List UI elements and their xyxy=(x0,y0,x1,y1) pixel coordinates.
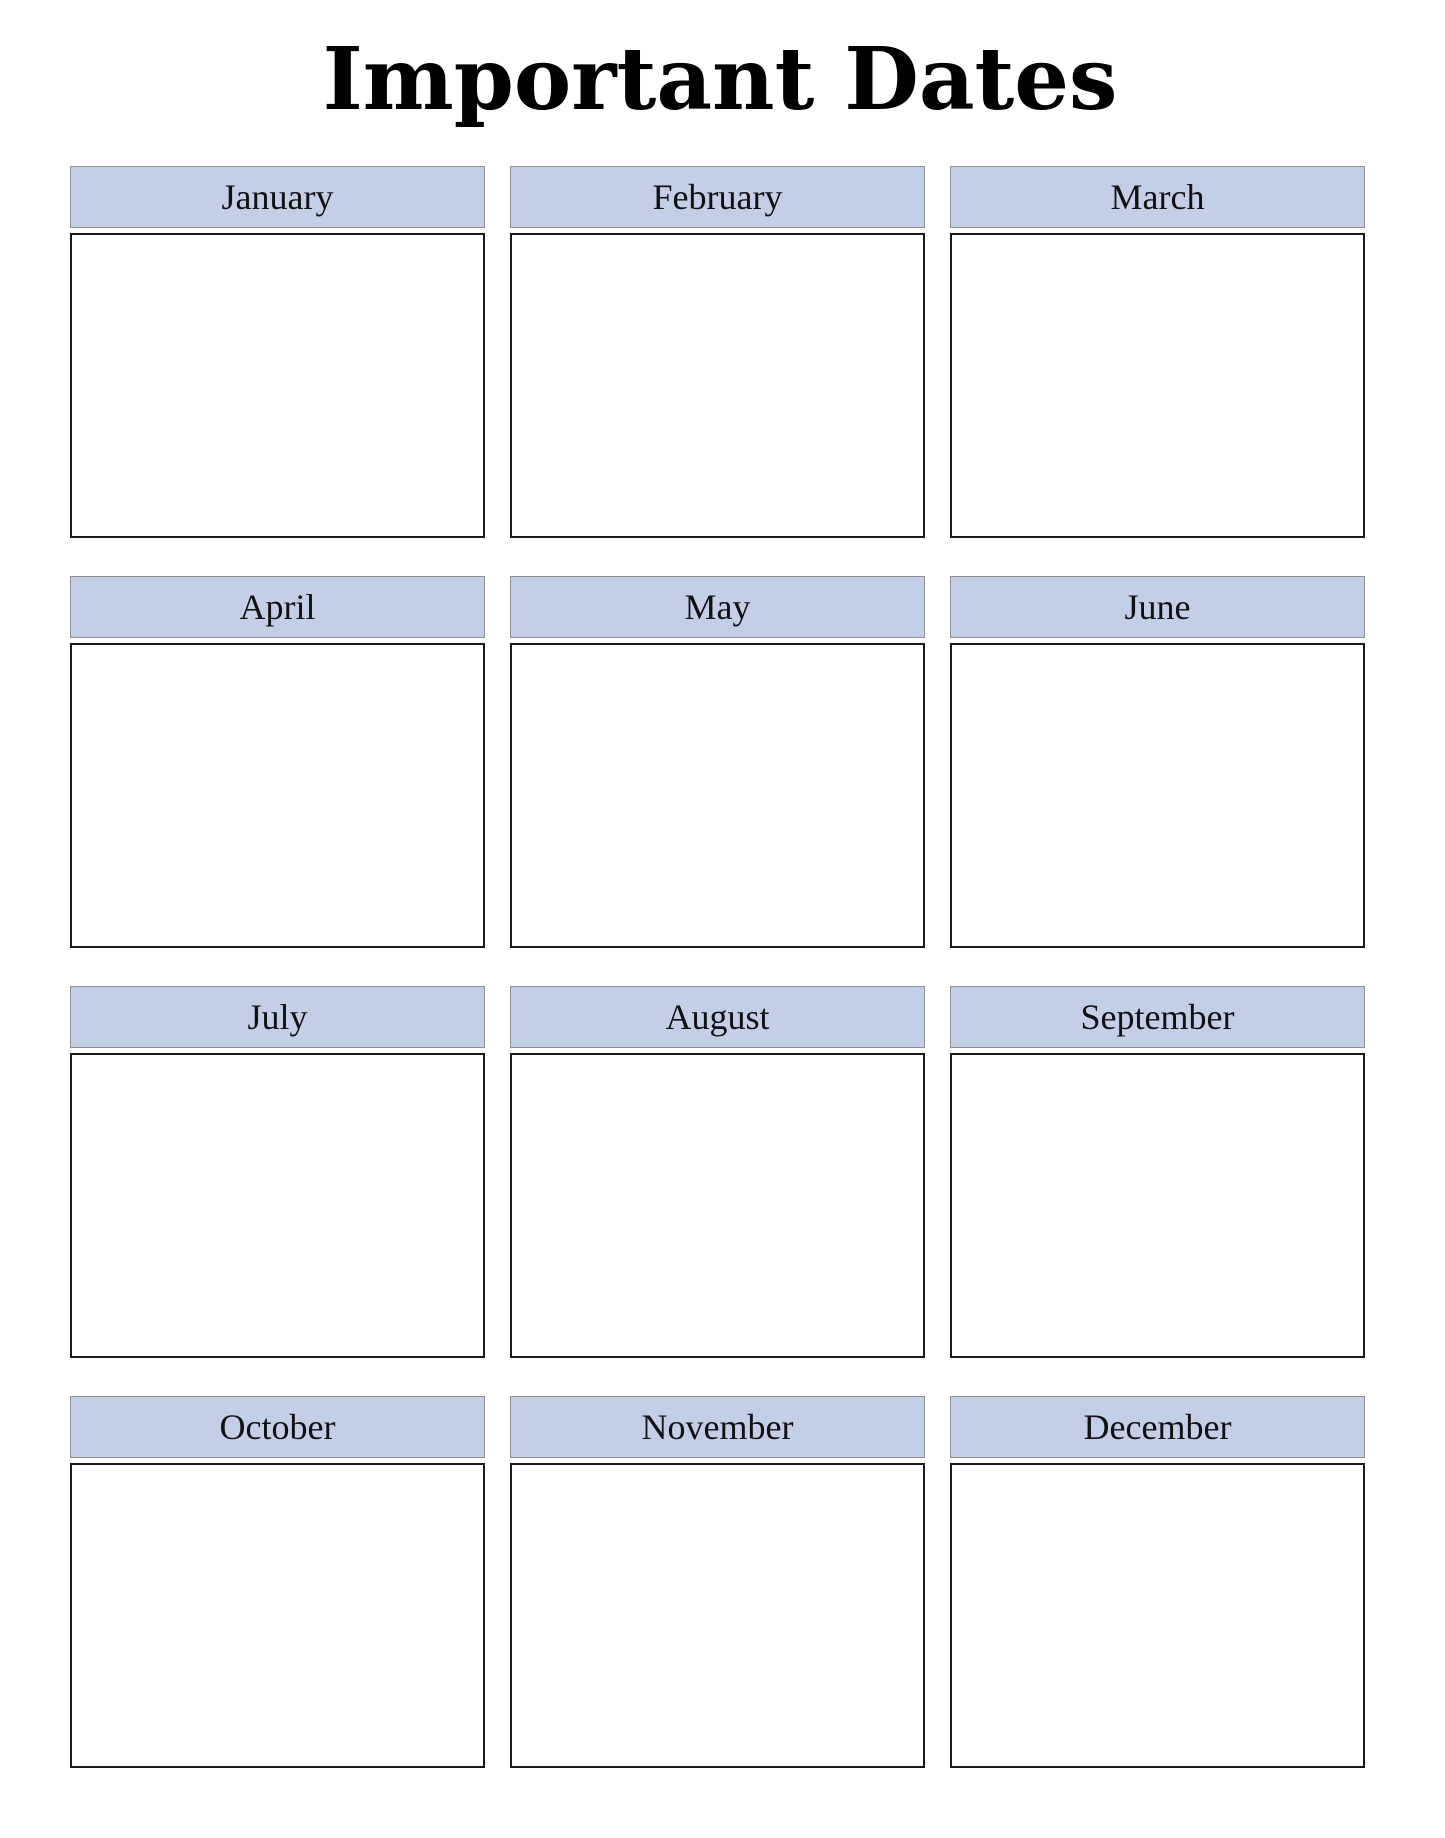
month-notes-box[interactable] xyxy=(950,643,1365,948)
month-header: July xyxy=(70,986,485,1048)
month-header: November xyxy=(510,1396,925,1458)
month-notes-box[interactable] xyxy=(510,1053,925,1358)
month-header: April xyxy=(70,576,485,638)
month-header: January xyxy=(70,166,485,228)
month-header: August xyxy=(510,986,925,1048)
month-notes-box[interactable] xyxy=(950,1463,1365,1768)
month-cell-october xyxy=(70,1396,485,1774)
month-notes-box[interactable] xyxy=(70,233,485,538)
month-header: October xyxy=(70,1396,485,1458)
month-notes-box[interactable] xyxy=(70,643,485,948)
month-notes-box[interactable] xyxy=(510,643,925,948)
month-header: December xyxy=(950,1396,1365,1458)
month-cell-july xyxy=(70,986,485,1364)
month-cell-december xyxy=(950,1396,1365,1774)
month-cell-september xyxy=(950,986,1365,1364)
month-header: February xyxy=(510,166,925,228)
month-notes-box[interactable] xyxy=(70,1463,485,1768)
month-cell-january xyxy=(70,166,485,544)
month-notes-box[interactable] xyxy=(510,1463,925,1768)
month-notes-box[interactable] xyxy=(950,233,1365,538)
month-cell-april xyxy=(70,576,485,954)
month-header: June xyxy=(950,576,1365,638)
month-cell-june xyxy=(950,576,1365,954)
month-notes-box[interactable] xyxy=(950,1053,1365,1358)
month-cell-august xyxy=(510,986,925,1364)
months-grid xyxy=(70,166,1365,1774)
month-header: March xyxy=(950,166,1365,228)
month-cell-march xyxy=(950,166,1365,544)
month-header: September xyxy=(950,986,1365,1048)
month-cell-may xyxy=(510,576,925,954)
month-cell-november xyxy=(510,1396,925,1774)
month-cell-february xyxy=(510,166,925,544)
month-header: May xyxy=(510,576,925,638)
month-notes-box[interactable] xyxy=(510,233,925,538)
month-notes-box[interactable] xyxy=(70,1053,485,1358)
page-title: Important Dates xyxy=(322,29,1118,130)
